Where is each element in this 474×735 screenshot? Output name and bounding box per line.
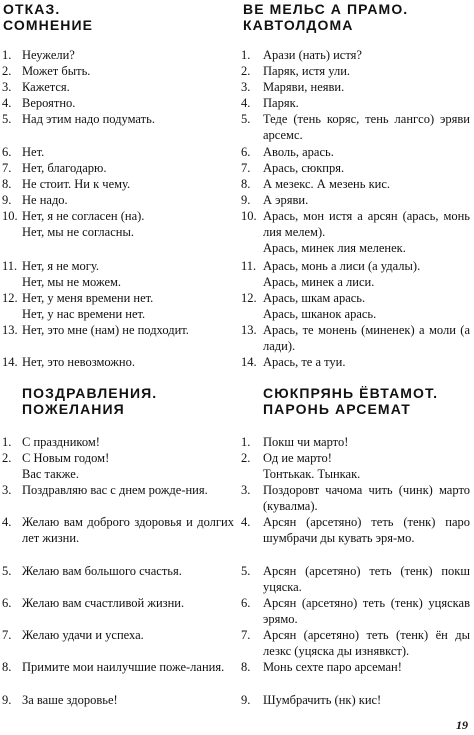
phrase-text: Шумбрачить (нк) кис! [263,693,382,707]
phrase-text: Нет, мы не можем. [22,275,122,289]
page-number: 19 [456,718,468,732]
phrase-number: 9. [241,693,251,707]
phrase-number: 1. [2,435,12,449]
phrase-text: Аволь, арась. [263,145,334,159]
phrase-text: Нет, благодарю. [22,161,107,175]
phrase-text: Не стоит. Ни к чему. [22,177,131,191]
phrase-number: 4. [2,515,12,529]
phrase-number: 5. [2,112,12,126]
phrase-text: За ваше здоровье! [22,693,118,707]
phrase-number: 4. [2,96,12,110]
phrase-number: 13. [241,323,257,337]
phrase-text: Паряк, истя ули. [263,64,351,78]
phrase-text: Монь сехте паро арсеман! [263,660,402,674]
phrase-text: Арась, те монень (миненек) а моли (а лади). [263,323,470,353]
phrase-number: 6. [2,145,12,159]
phrase-text: Маряви, неяви. [263,80,345,94]
phrase-number: 1. [241,435,251,449]
phrase-text: Над этим надо подумать. [22,112,155,126]
phrase-text: Может быть. [22,64,91,78]
phrase-text: Тонтькак. Тынкак. [263,467,361,481]
phrase-number: 9. [2,693,12,707]
phrase-number: 5. [241,564,251,578]
phrase-text: Желаю удачи и успеха. [22,628,144,642]
phrase-text: Теде (тень коряс, тень лангсо) эряви арсемс. [263,112,470,142]
phrase-text: Желаю вам доброго здоровья и долгих лет жизни. [22,515,234,545]
phrase-number: 4. [241,515,251,529]
phrase-text: Арсян (арсетяно) теть (тенк) ён ды лезкс (уцяска ды изнявкст). [263,628,470,658]
phrase-text: Арсян (арсетяно) теть (тенк) уцяскав эрямо. [263,596,470,626]
phrase-number: 7. [241,161,251,175]
phrase-number: 13. [2,323,18,337]
phrase-text: Арась, минек а лиси. [263,275,375,289]
phrase-number: 8. [2,177,12,191]
phrase-number: 3. [2,80,12,94]
phrase-text: А мезекс. А мезень кис. [263,177,391,191]
phrase-number: 14. [2,355,18,369]
phrase-number: 5. [241,112,251,126]
phrase-number: 2. [241,64,251,78]
phrase-text: Нет, я не могу. [22,259,99,273]
phrase-text: Паряк. [263,96,299,110]
phrase-number: 6. [241,596,251,610]
phrase-text: Нет, мы не согласны. [22,225,134,239]
phrase-number: 3. [241,80,251,94]
phrase-text: Примите мои наилучшие поже-лания. [22,660,225,674]
phrase-number: 7. [2,628,12,642]
phrase-text: С праздником! [22,435,100,449]
phrase-text: Од ие марто! [263,451,332,465]
phrase-number: 11. [2,259,18,273]
section-heading-refusal-mk: ВЕ МЕЛЬС А ПРАМО. КАВТОЛДОМА [243,1,409,33]
phrase-number: 12. [2,291,18,305]
section-heading-congrats-mk: СЮКПРЯНЬ ЁВТАМОТ. ПАРОНЬ АРСЕМАТ [263,385,439,417]
phrase-number: 11. [241,259,257,273]
phrase-text: Арась, шкам арась. [263,291,366,305]
phrase-text: Арсян (арсетяно) теть (тенк) паро шумбрачи ды кувать эря-мо. [263,515,470,545]
phrase-number: 14. [241,355,257,369]
phrase-number: 8. [241,660,251,674]
phrase-text: Арась, те а туи. [263,355,346,369]
phrase-text: Поздоровт чачома чить (чинк) марто (кувалма). [263,483,470,513]
phrase-text: Арась, монь а лиси (а удалы). [263,259,421,273]
phrase-text: Арась, минек лия меленек. [263,241,406,255]
phrase-text: Нет, я не согласен (на). [22,209,145,223]
phrase-number: 7. [241,628,251,642]
section-heading-congrats-ru: ПОЗДРАВЛЕНИЯ. ПОЖЕЛАНИЯ [22,385,158,417]
phrase-number: 1. [241,48,251,62]
phrase-text: Желаю вам счастливой жизни. [22,596,185,610]
phrase-text: Арась, сюкпря. [263,161,345,175]
phrase-text: Арась, мон истя а арсян (арась, монь лия мелем). [263,209,470,239]
phrase-number: 9. [2,193,12,207]
phrase-number: 9. [241,193,251,207]
phrase-text: Кажется. [22,80,70,94]
phrase-number: 10. [2,209,18,223]
phrase-text: Нет, у нас времени нет. [22,307,146,321]
phrase-text: Вероятно. [22,96,76,110]
phrase-text: Арсян (арсетяно) теть (тенк) покш уцяска. [263,564,470,594]
phrase-text: Покш чи марто! [263,435,349,449]
phrase-text: Вас также. [22,467,79,481]
section-heading-refusal-ru: ОТКАЗ. СОМНЕНИЕ [3,1,94,33]
phrase-number: 8. [241,177,251,191]
phrase-number: 10. [241,209,257,223]
phrase-number: 12. [241,291,257,305]
phrase-number: 5. [2,564,12,578]
phrase-text: Нет. [22,145,45,159]
phrase-number: 4. [241,96,251,110]
phrase-number: 7. [2,161,12,175]
phrase-number: 2. [241,451,251,465]
phrase-text: А эряви. [263,193,309,207]
phrase-number: 6. [241,145,251,159]
phrase-text: Неужели? [22,48,75,62]
phrase-text: Поздравляю вас с днем рожде-ния. [22,483,208,497]
phrase-text: С Новым годом! [22,451,110,465]
phrase-number: 2. [2,64,12,78]
phrase-text: Не надо. [22,193,68,207]
phrase-text: Нет, это мне (нам) не подходит. [22,323,189,337]
phrase-text: Желаю вам большого счастья. [22,564,182,578]
phrase-number: 2. [2,451,12,465]
phrase-number: 3. [2,483,12,497]
phrase-number: 6. [2,596,12,610]
phrase-number: 3. [241,483,251,497]
phrase-number: 8. [2,660,12,674]
phrase-text: Нет, у меня времени нет. [22,291,154,305]
phrase-text: Арази (нать) истя? [263,48,362,62]
phrase-number: 1. [2,48,12,62]
phrase-text: Арась, шканок арась. [263,307,377,321]
phrase-text: Нет, это невозможно. [22,355,136,369]
